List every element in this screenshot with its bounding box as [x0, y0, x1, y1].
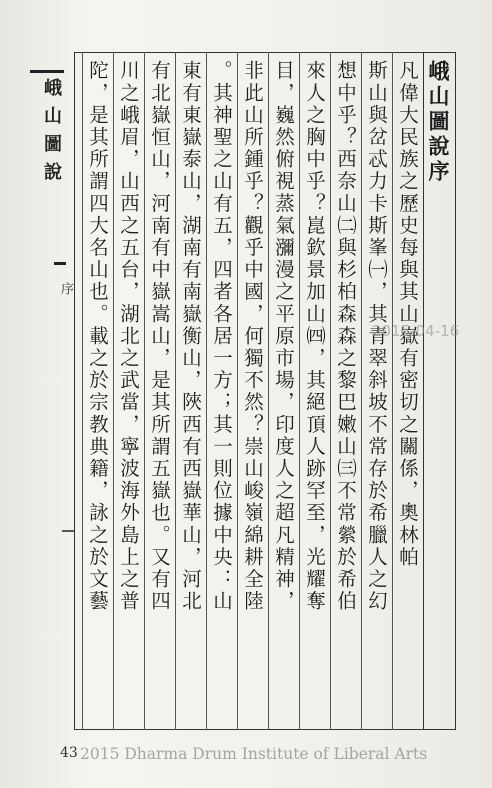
- running-head-rule-top: [30, 70, 64, 73]
- running-head-rule-bottom: [54, 262, 66, 265]
- running-head-chapter: 序: [58, 282, 73, 295]
- footer-watermark: 2015 Dharma Drum Institute of Liberal Arts: [80, 745, 428, 763]
- text-column-2: 斯山與岔忒力卡斯峯㈠，其青翠斜坡不常存於希臘人之幻: [361, 52, 392, 730]
- page-number: 43: [60, 745, 78, 761]
- text-column-6: 非此山所鍾乎？觀乎中國，何獨不然？崇山峻嶺綿耕全陸: [237, 52, 268, 730]
- text-column-11: 陀，是其所謂四大名山也。載之於宗教典籍，詠之於文藝: [82, 52, 113, 730]
- watermark-date: 2015-04-16: [372, 322, 460, 340]
- margin-rule: [62, 530, 74, 532]
- text-column-4: 來人之胸中乎？崑欽景加山㈣，其絕頂人跡罕至，光耀奪: [299, 52, 330, 730]
- text-column-3: 想中乎？西奈山㈡與杉柏森森之黎巴嫩山㈢不常縈於希伯: [330, 52, 361, 730]
- text-column-9: 有北嶽恒山，河南有中嶽嵩山，是其所謂五嶽也。又有四: [144, 52, 175, 730]
- section-title: 峨山圖說序: [423, 52, 454, 730]
- text-column-1: 凡偉大民族之歷史每與其山嶽有密切之關係，奧林帕: [392, 52, 423, 730]
- text-column-8: 東有東嶽泰山，湖南有南嶽衡山，陜西有西嶽華山，河北: [175, 52, 206, 730]
- text-column-7: 。其神聖之山有五，四者各居一方；其一則位據中央：山: [206, 52, 237, 730]
- running-head-title: 峨山圖說: [41, 78, 62, 190]
- text-column-10: 川之峨眉，山西之五台，湖北之武當，寧波海外島上之普: [113, 52, 144, 730]
- text-column-5: 目，巍然俯視蒸氣瀰漫之平原市場，印度人之超凡精神，: [268, 52, 299, 730]
